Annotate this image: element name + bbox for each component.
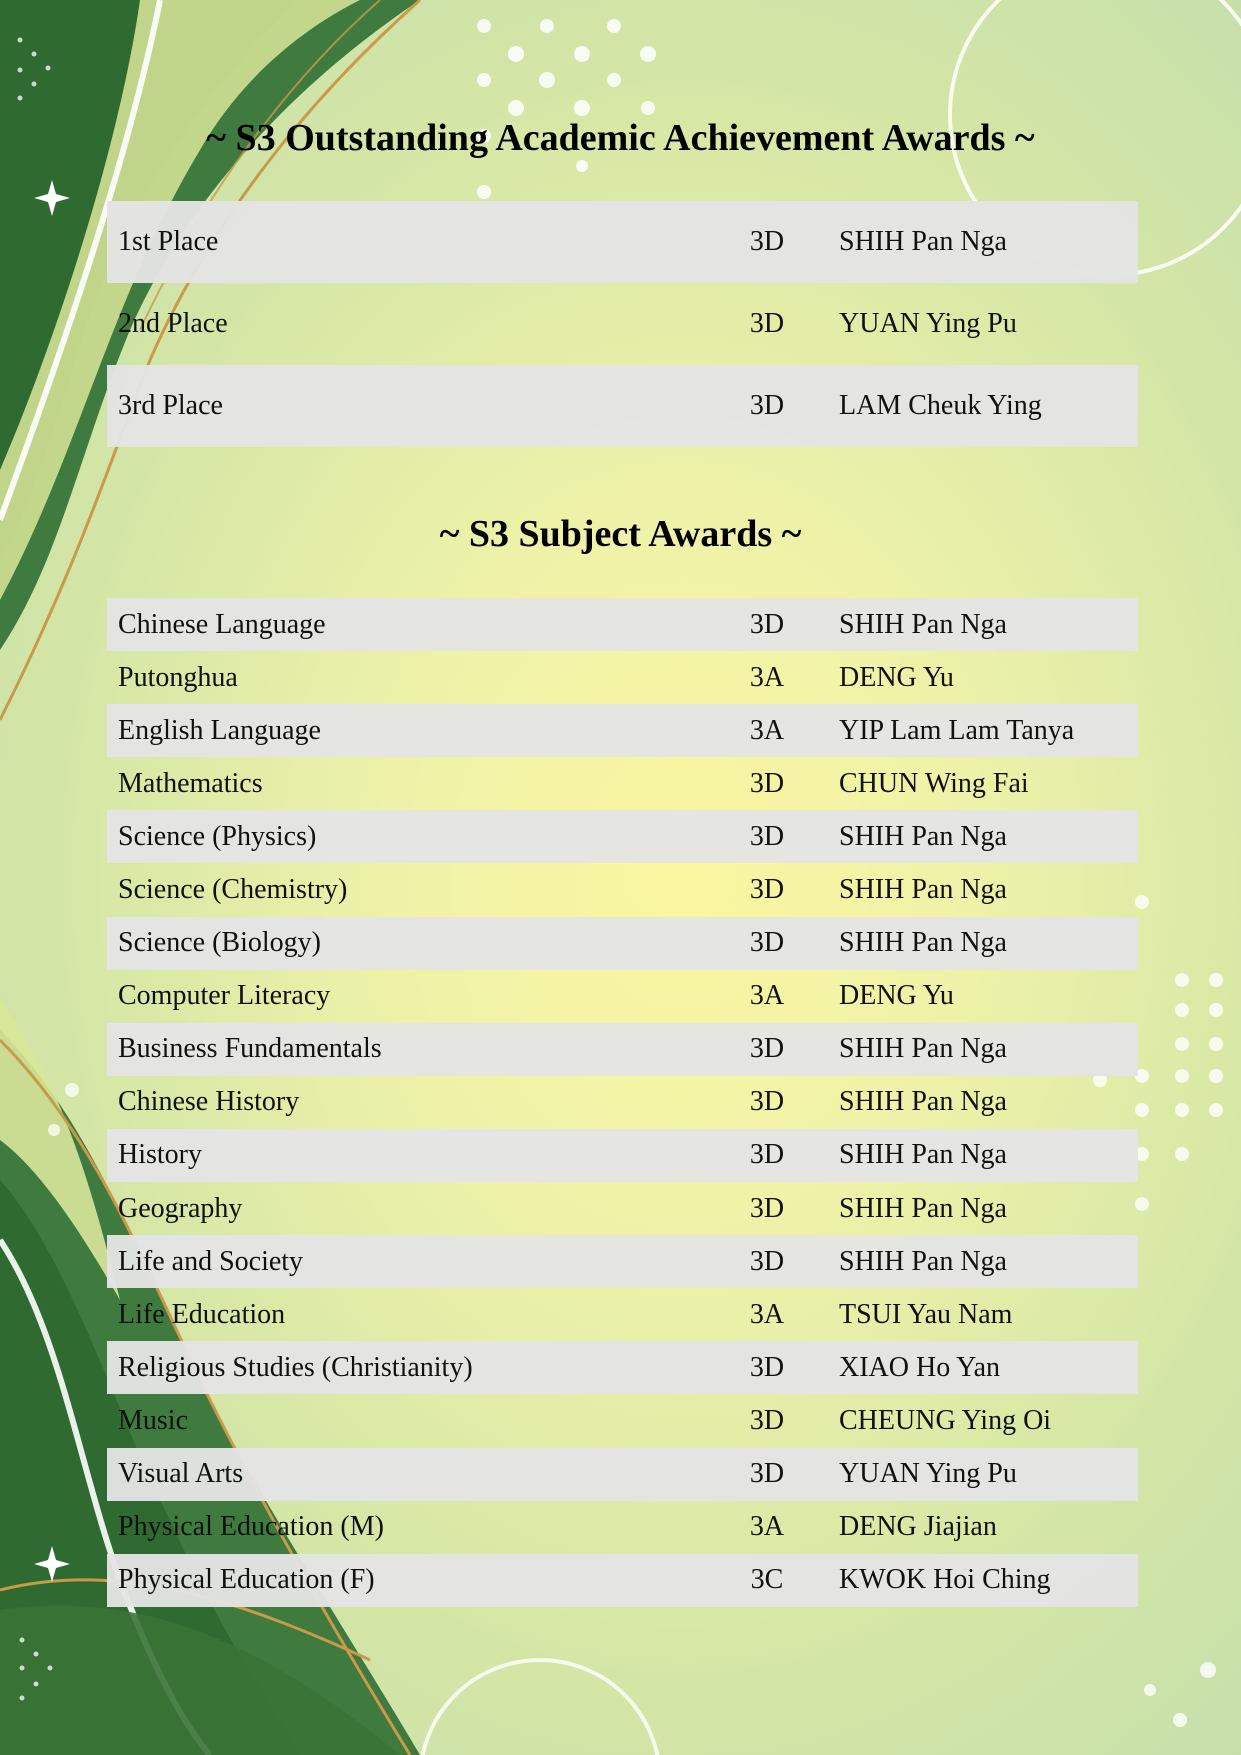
subject-name: Chinese Language	[118, 608, 326, 640]
subject-name: Chinese History	[118, 1086, 300, 1118]
student-name: YIP Lam Lam Tanya	[839, 714, 1075, 746]
class-cell: 3D	[749, 820, 785, 852]
student-name: KWOK Hoi Ching	[839, 1564, 1051, 1596]
table-row	[107, 810, 1138, 863]
table-row	[107, 917, 1138, 970]
student-name: SHIH Pan Nga	[839, 874, 1007, 906]
subject-name: Physical Education (F)	[118, 1564, 375, 1596]
class-cell: 3A	[749, 980, 785, 1012]
class-cell: 3D	[749, 226, 785, 257]
class-cell: 3A	[749, 661, 785, 693]
subject-name: Business Fundamentals	[118, 1033, 382, 1065]
table-row	[107, 1394, 1138, 1447]
table-row	[107, 283, 1138, 365]
table-row	[107, 598, 1138, 651]
class-cell: 3D	[749, 927, 785, 959]
class-cell: 3D	[749, 390, 785, 421]
table-row	[107, 704, 1138, 757]
table-row	[107, 970, 1138, 1023]
class-cell: 3A	[749, 1298, 785, 1330]
subject-name: Life and Society	[118, 1245, 304, 1277]
table-row	[107, 1448, 1138, 1501]
student-name: SHIH Pan Nga	[839, 927, 1007, 959]
class-cell: 3D	[749, 308, 785, 339]
class-cell: 3D	[749, 1192, 785, 1224]
award-place: 1st Place	[118, 226, 219, 257]
student-name: DENG Yu	[839, 661, 954, 693]
outstanding-awards-title: ~ S3 Outstanding Academic Achievement Awards ~	[206, 117, 1035, 159]
subject-awards-table	[107, 598, 1138, 1607]
award-place: 2nd Place	[118, 308, 228, 339]
student-name: XIAO Ho Yan	[839, 1351, 1001, 1383]
student-name: SHIH Pan Nga	[839, 608, 1007, 640]
subject-name: History	[118, 1139, 202, 1171]
class-cell: 3D	[749, 1351, 785, 1383]
subject-name: Mathematics	[118, 767, 263, 799]
subject-name: Science (Biology)	[118, 927, 321, 959]
table-row	[107, 757, 1138, 810]
outstanding-awards-table	[107, 201, 1138, 447]
student-name: DENG Yu	[839, 980, 954, 1012]
table-row	[107, 1554, 1138, 1607]
student-name: DENG Jiajian	[839, 1511, 997, 1543]
table-row	[107, 651, 1138, 704]
award-place: 3rd Place	[118, 390, 223, 421]
class-cell: 3C	[750, 1564, 784, 1596]
table-row	[107, 201, 1138, 283]
subject-awards-title: ~ S3 Subject Awards ~	[439, 513, 802, 555]
subject-name: Science (Physics)	[118, 820, 317, 852]
table-row	[107, 1288, 1138, 1341]
student-name: SHIH Pan Nga	[839, 1086, 1007, 1118]
table-row	[107, 1182, 1138, 1235]
class-cell: 3D	[749, 874, 785, 906]
class-cell: 3D	[749, 1033, 785, 1065]
student-name: SHIH Pan Nga	[839, 820, 1007, 852]
class-cell: 3D	[749, 1086, 785, 1118]
table-row	[107, 365, 1138, 447]
student-name: SHIH Pan Nga	[839, 226, 1007, 257]
class-cell: 3D	[749, 1458, 785, 1490]
table-row	[107, 1341, 1138, 1394]
subject-name: Geography	[118, 1192, 243, 1224]
student-name: YUAN Ying Pu	[839, 308, 1017, 339]
subject-name: Putonghua	[118, 661, 238, 693]
class-cell: 3A	[749, 714, 785, 746]
student-name: SHIH Pan Nga	[839, 1033, 1007, 1065]
subject-name: English Language	[118, 714, 321, 746]
student-name: LAM Cheuk Ying	[839, 390, 1042, 421]
subject-name: Visual Arts	[118, 1458, 244, 1490]
class-cell: 3D	[749, 1139, 785, 1171]
table-row	[107, 863, 1138, 916]
student-name: CHUN Wing Fai	[839, 767, 1029, 799]
class-cell: 3D	[749, 767, 785, 799]
table-row	[107, 1235, 1138, 1288]
table-row	[107, 1023, 1138, 1076]
subject-name: Life Education	[118, 1298, 286, 1330]
subject-name: Computer Literacy	[118, 980, 331, 1012]
class-cell: 3A	[749, 1511, 785, 1543]
student-name: TSUI Yau Nam	[839, 1298, 1013, 1330]
student-name: SHIH Pan Nga	[839, 1192, 1007, 1224]
table-row	[107, 1076, 1138, 1129]
table-row	[107, 1129, 1138, 1182]
student-name: SHIH Pan Nga	[839, 1139, 1007, 1171]
student-name: CHEUNG Ying Oi	[839, 1404, 1052, 1436]
class-cell: 3D	[749, 1245, 785, 1277]
student-name: SHIH Pan Nga	[839, 1245, 1007, 1277]
table-row	[107, 1501, 1138, 1554]
subject-name: Music	[118, 1404, 188, 1436]
subject-name: Physical Education (M)	[118, 1511, 384, 1543]
student-name: YUAN Ying Pu	[839, 1458, 1017, 1490]
class-cell: 3D	[749, 1404, 785, 1436]
class-cell: 3D	[749, 608, 785, 640]
subject-name: Science (Chemistry)	[118, 874, 348, 906]
subject-name: Religious Studies (Christianity)	[118, 1351, 473, 1383]
